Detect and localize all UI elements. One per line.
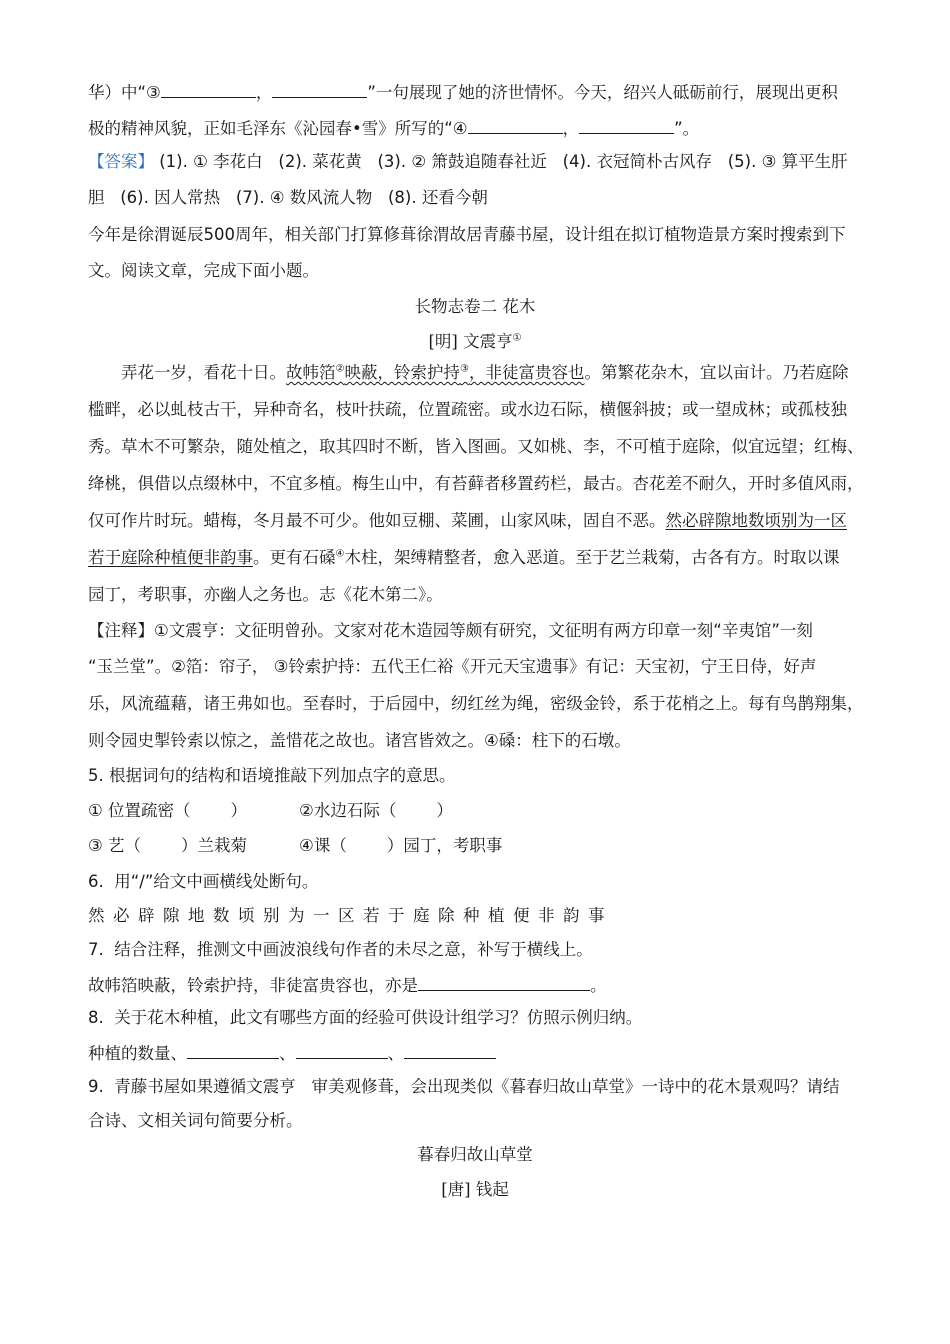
question-8: 8. 关于花木种植，此文有哪些方面的经验可供设计组学习？仿照示例归纳。 <box>88 1008 643 1027</box>
text: 、 <box>387 1044 404 1063</box>
text: ， <box>562 119 580 138</box>
poem-author: [唐] 钱起 <box>441 1180 509 1199</box>
question-5-items-b <box>88 834 878 858</box>
text: 华）中“③ <box>88 83 161 102</box>
text: 。第繁花杂木，宜以亩计。乃若庭除 <box>584 363 849 382</box>
text: 极的精神风貌，正如毛泽东《沁园春•雪》所写的“④ <box>88 119 468 138</box>
answer-blank[interactable] <box>272 79 367 98</box>
item-3-label: ③ 艺（ <box>88 836 142 855</box>
intro-line-1: 今年是徐渭诞辰500周年，相关部门打算修葺徐渭故居青藤书屋，设计组在拟订植物造景方案时搜索到下 <box>88 225 846 244</box>
text: 故帏箔映蔽，铃索护持，非徒富贵容也，亦是 <box>88 976 418 995</box>
text: 木柱，架缚精整者，愈入恶道。至于艺兰栽菊，古各有方。时取以课 <box>344 548 840 567</box>
passage-author <box>0 330 950 354</box>
underlined-sentence: 若于庭除种植便非韵事 <box>88 548 253 567</box>
passage-line-3: 秀。草木不可繁杂，随处植之，取其四时不断，皆入图画。又如桃、李，不可植于庭除，似宜远望；红梅、 <box>88 437 864 456</box>
question-7-fill <box>88 972 878 998</box>
footnote-mark: ④ <box>335 548 345 560</box>
answer-blank[interactable] <box>161 79 256 98</box>
question-5-items-a <box>88 799 878 823</box>
text: 。更有石磉 <box>253 548 336 567</box>
text: 映蔽，铃索护持 <box>344 363 460 382</box>
notes-line-1: 【注释】①文震亨：文征明曾孙。文家对花木造园等颇有研究，文征明有两方印章一刻“辛夷馆”一刻 <box>88 621 813 640</box>
footnote-mark: ② <box>335 363 345 375</box>
notes-line-3: 乐，风流蕴藉，诸王弗如也。至春时，于后园中，纫红丝为绳，密级金铃，系于花梢之上。每有鸟鹊翔集， <box>88 694 864 713</box>
item-4-label: ④课（ <box>299 836 347 855</box>
text: 弄花一岁，看花十日。 <box>121 363 286 382</box>
answer-blank[interactable] <box>296 1040 388 1059</box>
answer-text: (1). ① 李花白 (2). 菜花黄 (3). ② 箫鼓追随春社近 (4). 衣冠简朴古风存 (5). ③ 算平生肝 <box>154 152 848 171</box>
text: 故帏箔 <box>286 363 336 382</box>
passage-line-5 <box>88 509 878 533</box>
passage-line-4: 绛桃，俱借以点缀林中，不宜多植。梅生山中，有苔藓者移置药栏，最古。杏花差不耐久，开时多值风雨， <box>88 474 864 493</box>
text: ， <box>255 83 273 102</box>
fill-blank-line-2 <box>88 115 878 141</box>
passage-title: 长物志卷二 花木 <box>414 297 536 316</box>
text: 仅可作片时玩。蜡梅，冬月最不可少。他如豆棚、菜圃，山家风味，固自不恶。 <box>88 511 666 530</box>
answer-line-2 <box>88 186 878 210</box>
intro-line-2: 文。阅读文章，完成下面小题。 <box>88 261 319 280</box>
answer-tag: 【答案】 <box>88 152 154 171</box>
text: ）园丁，考职事 <box>386 836 503 855</box>
notes-line-2: “玉兰堂”。②箔：帘子， ③铃索护持：五代王仁裕《开元天宝遗事》有记：天宝初，宁王日侍，好声 <box>88 657 817 676</box>
question-5: 5. 根据词句的结构和语境推敲下列加点字的意思。 <box>88 766 456 785</box>
passage-line-2: 槛畔，必以虬枝古干，异种奇名，枝叶扶疏，位置疏密。或水边石际，横偃斜披；或一望成林；或孤枝独 <box>88 400 847 419</box>
text: ） <box>230 801 248 820</box>
text: ） <box>436 801 453 820</box>
passage-line-7: 园丁，考职事，亦幽人之务也。志《花木第二》。 <box>88 585 443 604</box>
question-6: 6. 用“/”给文中画横线处断句。 <box>88 872 319 891</box>
notes-line-4: 则令园史掣铃索以惊之，盖惜花之故也。诸宫皆效之。④磉：柱下的石墩。 <box>88 731 631 750</box>
answer-blank[interactable] <box>404 1040 496 1059</box>
question-7: 7. 结合注释，推测文中画波浪线句作者的未尽之意，补写于横线上。 <box>88 940 593 959</box>
answer-text: 胆 (6). 因人常热 (7). ④ 数风流人物 (8). 还看今朝 <box>88 188 488 207</box>
answer-blank[interactable] <box>187 1040 279 1059</box>
answer-blank[interactable] <box>418 972 590 991</box>
text: ”一句展现了她的济世情怀。今天，绍兴人砥砺前行，展现出更积 <box>367 83 838 102</box>
footnote-mark: ① <box>512 332 522 344</box>
answer-line-1 <box>88 150 878 174</box>
text: ，非徒富贵容也 <box>468 363 585 382</box>
text: ”。 <box>674 119 700 138</box>
text: 种植的数量、 <box>88 1044 187 1063</box>
footnote-mark: ③ <box>459 363 469 375</box>
wavy-underlined-sentence <box>286 363 584 382</box>
question-9-line-1: 9. 青藤书屋如果遵循文震亨 审美观修葺，会出现类似《暮春归故山草堂》一诗中的花木景观吗？请结 <box>88 1077 840 1096</box>
poem-title: 暮春归故山草堂 <box>417 1145 533 1164</box>
question-9-line-2: 合诗、文相关词句简要分析。 <box>88 1111 303 1130</box>
question-6-text: 然必辟隙地数顷别为一区若于庭除种植便非韵事 <box>88 906 613 925</box>
answer-blank[interactable] <box>579 115 674 134</box>
passage-line-1 <box>88 361 878 385</box>
item-2-label: ②水边石际（ <box>299 801 397 820</box>
text: ）兰栽菊 <box>181 836 248 855</box>
question-8-fill <box>88 1040 878 1066</box>
author-text: [明] 文震亨 <box>428 332 513 351</box>
answer-blank[interactable] <box>468 115 563 134</box>
passage-line-6 <box>88 546 878 570</box>
text: 、 <box>279 1044 296 1063</box>
fill-blank-line-1 <box>88 79 878 105</box>
item-1-label: ① 位置疏密（ <box>88 801 191 820</box>
underlined-sentence: 然必辟隙地数顷别为一区 <box>665 511 847 530</box>
text: 。 <box>590 976 607 995</box>
